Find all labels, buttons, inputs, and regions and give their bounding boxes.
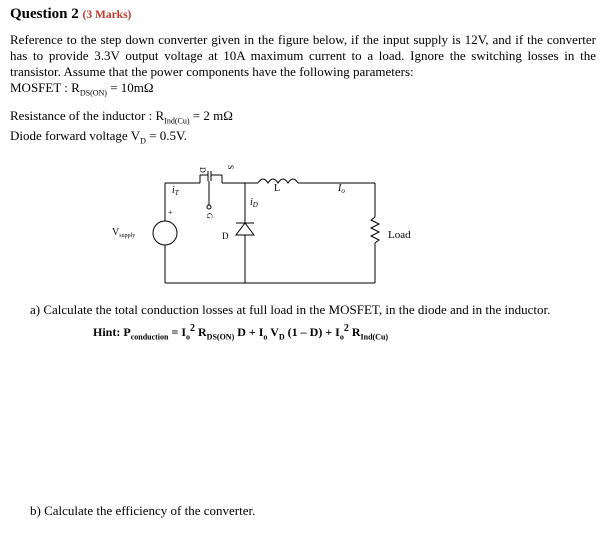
hint-formula: Hint: $P_{conduction} = I_o^2$ $R_{DS(ON)}$ $D + I_o$ $V_D$ $(1 - D) + I_o^2$ $R_{Ind(Cu)}$ — [93, 323, 389, 342]
question-title — [10, 6, 131, 23]
drain-label: D — [198, 167, 207, 173]
io-label: $I_o$ — [338, 183, 345, 195]
part-a-question: a) Calculate the total conduction losses at full load in the MOSFET, in the diode and in the inductor. — [30, 302, 551, 317]
mosfet-param: MOSFET : $R_{DS(ON)} = 10m\Omega$ — [10, 80, 154, 98]
inductor-param: Resistance of the inductor : $R_{Ind(Cu)} = 2$ mΩ — [10, 108, 233, 126]
load-resistor-icon — [371, 217, 379, 243]
gate-label: G — [205, 213, 214, 219]
diode-d-label: D — [222, 231, 229, 241]
source-plus-label: + — [168, 208, 173, 217]
id-label: $i_D$ — [250, 197, 258, 209]
vsupply-label: $V_{supply}$ — [112, 227, 136, 239]
diode-icon — [236, 223, 254, 235]
mosfet-gate-terminal — [207, 205, 211, 209]
source-label: S — [226, 165, 235, 170]
marks-label: (3 Marks) — [82, 9, 132, 21]
it-label: $i_T$ — [172, 185, 179, 197]
question-number: Question 2 — [10, 6, 79, 22]
diode-param: Diode forward voltage $V_D = 0.5V$. — [10, 128, 187, 146]
question-body: Reference to the step down converter given in the figure below, if the input supply is 12V, and if the converter has to provide 3.3V output voltage at 10A maximum current to a load. Ignore the switching losses in the transistor. Assume that the power components have the following parameters: — [10, 32, 596, 79]
buck-converter-circuit — [110, 155, 440, 290]
load-label: Load — [388, 229, 411, 241]
voltage-source-icon — [153, 221, 177, 245]
inductor-label: L — [274, 183, 281, 194]
part-b-question: b) Calculate the efficiency of the converter. — [30, 503, 256, 518]
